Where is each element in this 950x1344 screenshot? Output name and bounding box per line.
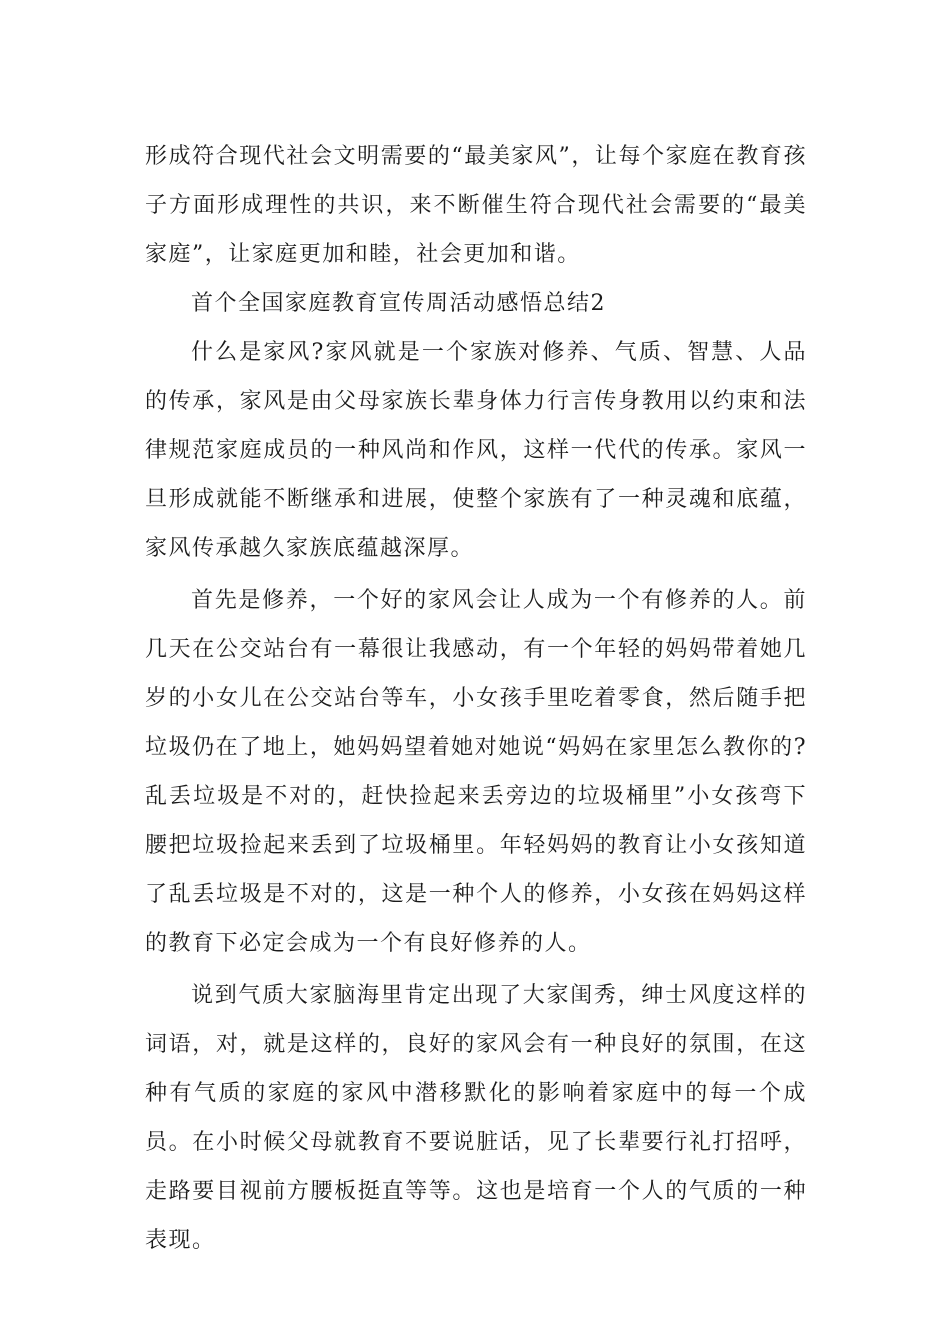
paragraph-what-is-jiafeng: 什么是家风?家风就是一个家族对修养、气质、智慧、人品的传承，家风是由父母家族长辈身体力行言传身教用以约束和法律规范家庭成员的一种风尚和作风，这样一代代的传承。家风一旦形成就能不断继承和进展，使整个家族有了一种灵魂和底蕴，家风传承越久家族底蕴越深厚。 <box>145 340 807 561</box>
section-title: 首个全国家庭教育宣传周活动感悟总结2 <box>191 291 606 316</box>
document-body <box>145 132 807 1265</box>
paragraph-continuation: 形成符合现代社会文明需要的“最美家风”，让每个家庭在教育孩子方面形成理性的共识，来不断催生符合现代社会需要的“最美家庭”，让家庭更加和睦，社会更加和谐。 <box>145 144 807 267</box>
paragraph-cultivation: 首先是修养，一个好的家风会让人成为一个有修养的人。前几天在公交站台有一幕很让我感动，有一个年轻的妈妈带着她几岁的小女儿在公交站台等车，小女孩手里吃着零食，然后随手把垃圾仍在了地上，她妈妈望着她对她说“妈妈在家里怎么教你的?乱丢垃圾是不对的，赶快捡起来丢旁边的垃圾桶里”小女孩弯下腰把垃圾捡起来丢到了垃圾桶里。年轻妈妈的教育让小女孩知道了乱丢垃圾是不对的，这是一种个人的修养，小女孩在妈妈这样的教育下必定会成为一个有良好修养的人。 <box>145 588 807 956</box>
paragraph-temperament: 说到气质大家脑海里肯定出现了大家闺秀，绅士风度这样的词语，对，就是这样的，良好的家风会有一种良好的氛围，在这种有气质的家庭的家风中潜移默化的影响着家庭中的每一个成员。在小时候父母就教育不要说脏话，见了长辈要行礼打招呼，走路要目视前方腰板挺直等等。这也是培育一个人的气质的一种表现。 <box>145 983 807 1253</box>
